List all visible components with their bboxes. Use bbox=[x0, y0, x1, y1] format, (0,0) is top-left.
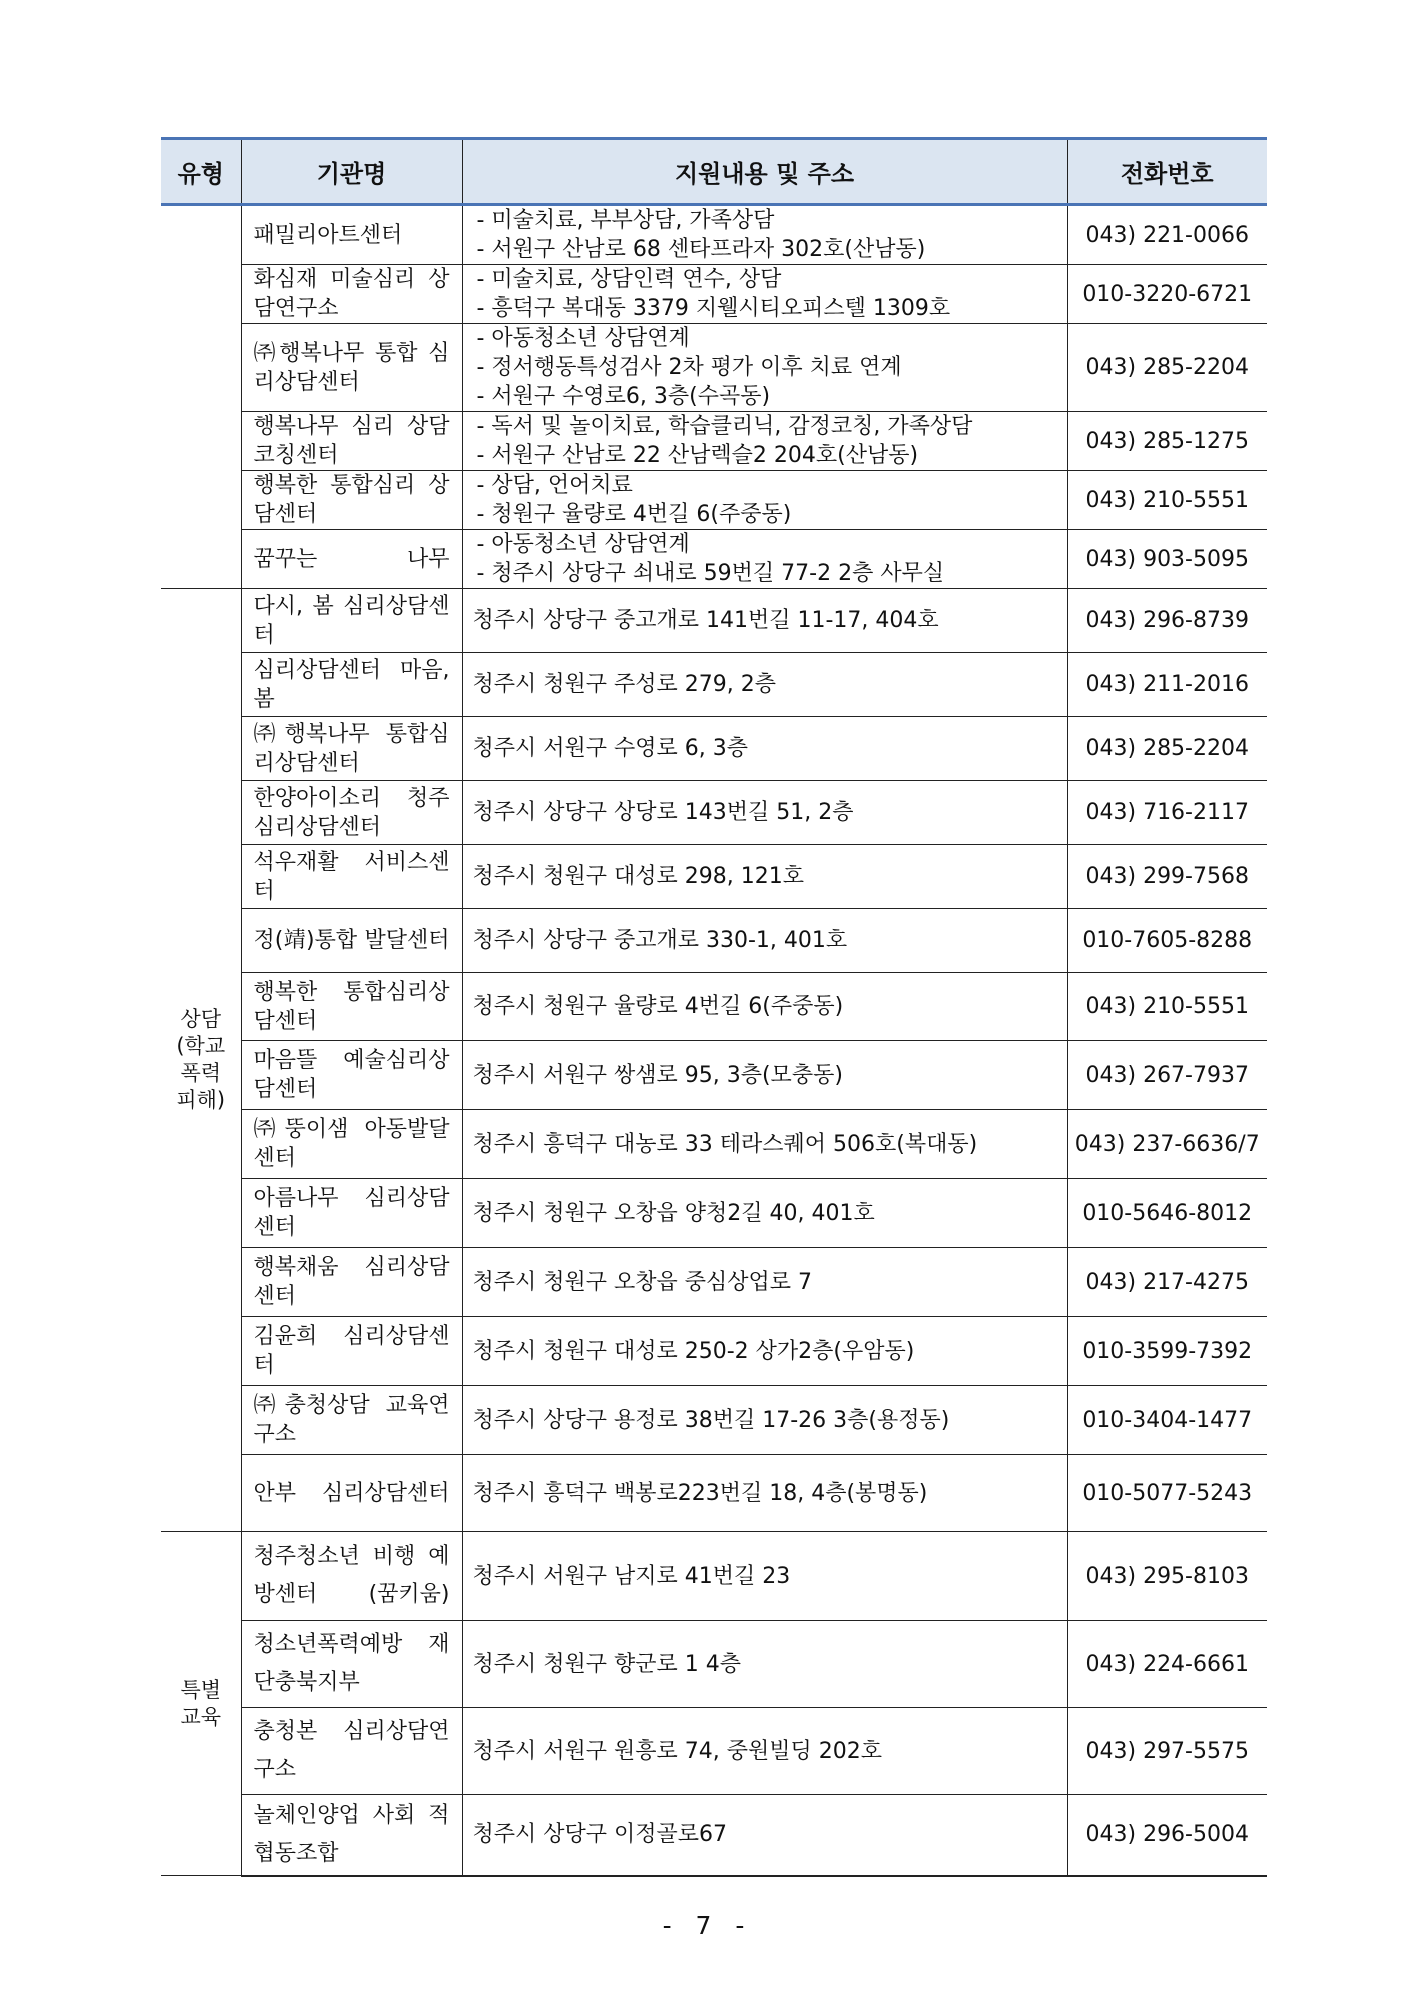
org-name: 패밀리아트센터 bbox=[241, 205, 462, 265]
org-name: 화심재 미술심리 상담연구소 bbox=[241, 265, 462, 324]
table-row bbox=[161, 973, 1267, 1041]
phone-number: 043) 221-0066 bbox=[1067, 205, 1267, 265]
phone-number: 043) 210-5551 bbox=[1067, 973, 1267, 1041]
address: 청주시 서원구 원흥로 74, 중원빌딩 202호 bbox=[462, 1708, 1067, 1795]
address: 청주시 청원구 오창읍 중심상업로 7 bbox=[462, 1248, 1067, 1317]
table-row bbox=[161, 1621, 1267, 1708]
support-content bbox=[462, 471, 1067, 530]
org-name: 한양아이소리 청주심리상담센터 bbox=[241, 781, 462, 845]
address: 청주시 서원구 수영로 6, 3층 bbox=[462, 717, 1067, 781]
org-name: 정(靖)통합 발달센터 bbox=[241, 909, 462, 973]
phone-number: 043) 224-6661 bbox=[1067, 1621, 1267, 1708]
support-content bbox=[462, 324, 1067, 412]
content-line: - 서원구 수영로6, 3층(수곡동) bbox=[476, 384, 771, 409]
table-row bbox=[161, 1317, 1267, 1386]
table-row bbox=[161, 1248, 1267, 1317]
address: 청주시 청원구 율량로 4번길 6(주중동) bbox=[462, 973, 1067, 1041]
table-row bbox=[161, 265, 1267, 324]
header-content: 지원내용 및 주소 bbox=[462, 139, 1067, 205]
org-name: ㈜행복나무 통합 심리상담센터 bbox=[241, 324, 462, 412]
type-line: 폭력 bbox=[180, 1061, 222, 1085]
content-line: - 상담, 언어치료 bbox=[476, 473, 633, 498]
table-row bbox=[161, 1795, 1267, 1876]
type-cell-special-education bbox=[161, 1532, 241, 1876]
table-row bbox=[161, 589, 1267, 653]
address: 청주시 흥덕구 대농로 33 테라스퀘어 506호(복대동) bbox=[462, 1110, 1067, 1179]
support-content bbox=[462, 530, 1067, 589]
table-row bbox=[161, 324, 1267, 412]
type-line: (학교 bbox=[176, 1034, 226, 1058]
address: 청주시 상당구 용정로 38번길 17-26 3층(용정동) bbox=[462, 1386, 1067, 1455]
org-name: ㈜뚱이샘 아동발달 센터 bbox=[241, 1110, 462, 1179]
content-line: - 청원구 율량로 4번길 6(주중동) bbox=[476, 502, 792, 527]
header-type: 유형 bbox=[161, 139, 241, 205]
org-name: 심리상담센터 마음, 봄 bbox=[241, 653, 462, 717]
org-name: 놀체인양업 사회 적협동조합 bbox=[241, 1795, 462, 1876]
address: 청주시 청원구 대성로 250-2 상가2층(우암동) bbox=[462, 1317, 1067, 1386]
org-name: 아름나무 심리상담 센터 bbox=[241, 1179, 462, 1248]
type-line: 교육 bbox=[180, 1704, 222, 1729]
org-name: ㈜행복나무 통합심리상담센터 bbox=[241, 717, 462, 781]
address: 청주시 상당구 상당로 143번길 51, 2층 bbox=[462, 781, 1067, 845]
table-row bbox=[161, 781, 1267, 845]
address: 청주시 청원구 오창읍 양청2길 40, 401호 bbox=[462, 1179, 1067, 1248]
table-row bbox=[161, 909, 1267, 973]
org-name: 김윤희 심리상담센 터 bbox=[241, 1317, 462, 1386]
content-line: - 서원구 산남로 68 센타프라자 302호(산남동) bbox=[476, 237, 926, 262]
table-row bbox=[161, 717, 1267, 781]
org-name: ㈜충청상담 교육연 구소 bbox=[241, 1386, 462, 1455]
phone-number: 043) 217-4275 bbox=[1067, 1248, 1267, 1317]
phone-number: 010-5077-5243 bbox=[1067, 1455, 1267, 1532]
phone-number: 043) 299-7568 bbox=[1067, 845, 1267, 909]
address: 청주시 청원구 대성로 298, 121호 bbox=[462, 845, 1067, 909]
table-row bbox=[161, 530, 1267, 589]
header-org: 기관명 bbox=[241, 139, 462, 205]
address: 청주시 청원구 향군로 1 4층 bbox=[462, 1621, 1067, 1708]
content-line: - 청주시 상당구 쇠내로 59번길 77-2 2층 사무실 bbox=[476, 561, 945, 586]
table-row bbox=[161, 1110, 1267, 1179]
table-row bbox=[161, 1455, 1267, 1532]
phone-number: 043) 285-1275 bbox=[1067, 412, 1267, 471]
org-name: 행복나무 심리 상담코칭센터 bbox=[241, 412, 462, 471]
org-name: 청주청소년 비행 예방센터 (꿈키움) bbox=[241, 1532, 462, 1621]
table-row bbox=[161, 205, 1267, 265]
org-name: 청소년폭력예방 재단충북지부 bbox=[241, 1621, 462, 1708]
phone-number: 043) 295-8103 bbox=[1067, 1532, 1267, 1621]
content-line: - 아동청소년 상담연계 bbox=[476, 326, 690, 351]
header-phone: 전화번호 bbox=[1067, 139, 1267, 205]
address: 청주시 상당구 중고개로 330-1, 401호 bbox=[462, 909, 1067, 973]
phone-number: 043) 903-5095 bbox=[1067, 530, 1267, 589]
phone-number: 043) 297-5575 bbox=[1067, 1708, 1267, 1795]
header-row bbox=[161, 139, 1267, 205]
type-cell-empty bbox=[161, 205, 241, 589]
phone-number: 010-3599-7392 bbox=[1067, 1317, 1267, 1386]
org-name: 석우재활 서비스센터 bbox=[241, 845, 462, 909]
type-line: 상담 bbox=[180, 1007, 222, 1031]
content-line: - 미술치료, 상담인력 연수, 상담 bbox=[476, 267, 782, 292]
address: 청주시 상당구 중고개로 141번길 11-17, 404호 bbox=[462, 589, 1067, 653]
phone-number: 043) 285-2204 bbox=[1067, 717, 1267, 781]
table-row bbox=[161, 1041, 1267, 1110]
table-row bbox=[161, 471, 1267, 530]
content-line: - 정서행동특성검사 2차 평가 이후 치료 연계 bbox=[476, 355, 902, 380]
org-name: 행복한 통합심리상 담센터 bbox=[241, 973, 462, 1041]
address: 청주시 상당구 이정골로67 bbox=[462, 1795, 1067, 1876]
org-name: 안부 심리상담센터 bbox=[241, 1455, 462, 1532]
page-number: - 7 - bbox=[662, 1911, 753, 1940]
address: 청주시 서원구 남지로 41번길 23 bbox=[462, 1532, 1067, 1621]
support-content bbox=[462, 412, 1067, 471]
org-name: 다시, 봄 심리상담센터 bbox=[241, 589, 462, 653]
content-line: - 서원구 산남로 22 산남렉슬2 204호(산남동) bbox=[476, 443, 919, 468]
address: 청주시 흥덕구 백봉로223번길 18, 4층(봉명동) bbox=[462, 1455, 1067, 1532]
type-line: 특별 bbox=[180, 1677, 222, 1702]
org-name: 충청본 심리상담연구소 bbox=[241, 1708, 462, 1795]
phone-number: 043) 211-2016 bbox=[1067, 653, 1267, 717]
org-name: 마음뜰 예술심리상 담센터 bbox=[241, 1041, 462, 1110]
phone-number: 043) 716-2117 bbox=[1067, 781, 1267, 845]
table-row bbox=[161, 1708, 1267, 1795]
type-line: 피해) bbox=[176, 1088, 226, 1112]
org-name: 행복채움 심리상담 센터 bbox=[241, 1248, 462, 1317]
org-name: 행복한 통합심리 상담센터 bbox=[241, 471, 462, 530]
content-line: - 미술치료, 부부상담, 가족상담 bbox=[476, 208, 775, 233]
phone-number: 010-3220-6721 bbox=[1067, 265, 1267, 324]
table-row bbox=[161, 1386, 1267, 1455]
phone-number: 043) 237-6636/7 bbox=[1067, 1110, 1267, 1179]
support-content bbox=[462, 265, 1067, 324]
content-line: - 흥덕구 복대동 3379 지웰시티오피스텔 1309호 bbox=[476, 296, 951, 321]
table-row bbox=[161, 653, 1267, 717]
phone-number: 043) 296-8739 bbox=[1067, 589, 1267, 653]
phone-number: 010-5646-8012 bbox=[1067, 1179, 1267, 1248]
phone-number: 043) 296-5004 bbox=[1067, 1795, 1267, 1876]
type-cell-counseling bbox=[161, 589, 241, 1532]
org-name: 꿈꾸는 나무 bbox=[241, 530, 462, 589]
support-table bbox=[161, 137, 1267, 1877]
address: 청주시 서원구 쌍샘로 95, 3층(모충동) bbox=[462, 1041, 1067, 1110]
content-line: - 독서 및 놀이치료, 학습클리닉, 감정코칭, 가족상담 bbox=[476, 414, 973, 439]
address: 청주시 청원구 주성로 279, 2층 bbox=[462, 653, 1067, 717]
support-content bbox=[462, 205, 1067, 265]
phone-number: 043) 210-5551 bbox=[1067, 471, 1267, 530]
phone-number: 043) 285-2204 bbox=[1067, 324, 1267, 412]
table-row bbox=[161, 1532, 1267, 1621]
table-row bbox=[161, 845, 1267, 909]
phone-number: 010-3404-1477 bbox=[1067, 1386, 1267, 1455]
table-row bbox=[161, 412, 1267, 471]
content-line: - 아동청소년 상담연계 bbox=[476, 532, 690, 557]
table-row bbox=[161, 1179, 1267, 1248]
phone-number: 043) 267-7937 bbox=[1067, 1041, 1267, 1110]
phone-number: 010-7605-8288 bbox=[1067, 909, 1267, 973]
